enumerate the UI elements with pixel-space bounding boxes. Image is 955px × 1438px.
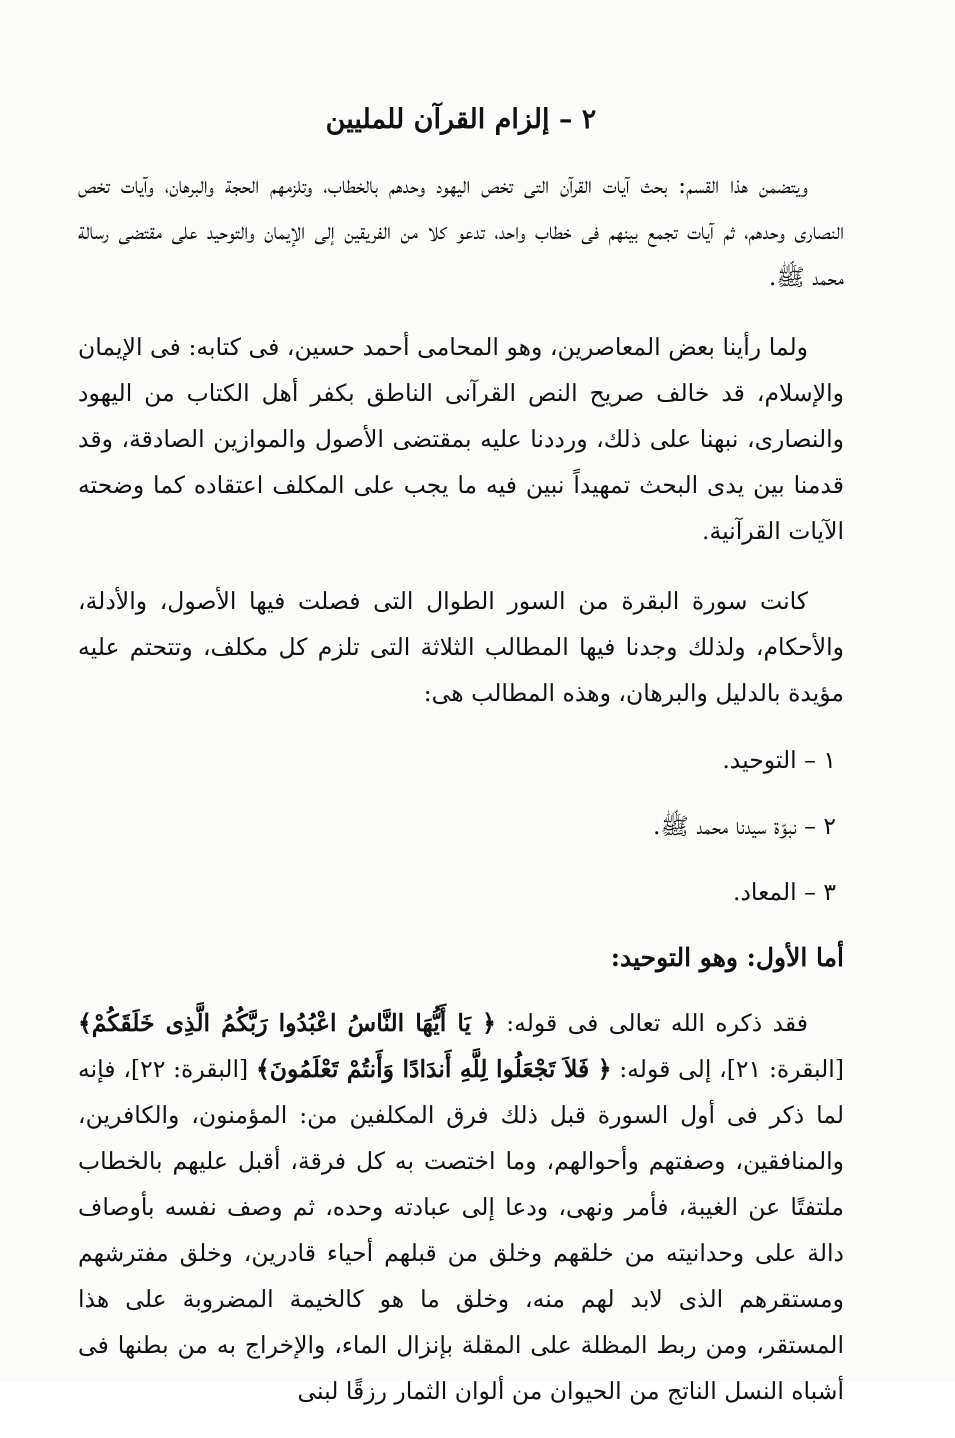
- paragraph-intro: ويتضمن هذا القسم: بحث آيات القرآن التى تخص اليهود وحدهم بالخطاب، وتلزمهم الحجة والبرهان، وآيات تخص النصارى وحدهم، ثم آيات تجمع بينهم فى خطاب واحد، تدعو كلا من الفريقين إلى الإيمان والتوحيد على مقتضى رسالة محمد ﷺ.: [78, 171, 845, 291]
- list-item-1: ١ – التوحيد.: [722, 746, 836, 774]
- list-item-2: ٢ – نبوّة سيدنا محمد ﷺ.: [653, 812, 836, 840]
- section-heading: ٢ – إلزام القرآن للمليين: [325, 104, 597, 135]
- paragraph-2: ولما رأينا بعض المعاصرين، وهو المحامى أحمد حسين، فى كتابه: فى الإيمان والإسلام، قد خالف صريح النص القرآنى الناطق بكفر أهل الكتاب من اليهود والنصارى، نبهنا على ذلك، ورددنا عليه بمقتضى الأصول والموازين الصادقة، وقد قدمنا بين يدى البحث تمهيداً نبين فيه ما يجب على المكلف اعتقاده كما وضحته الآيات القرآنية.: [78, 333, 844, 545]
- paragraph-4: [78, 1000, 844, 1414]
- quran-verse-2: ﴿ فَلاَ تَجْعَلُوا لِلَّهِ أَندَادًا وَأَنتُمْ تَعْلَمُونَ﴾: [255, 1055, 612, 1083]
- paragraph-3: كانت سورة البقرة من السور الطوال التى فصلت فيها الأصول، والأدلة، والأحكام، ولذلك وجدنا فيها المطالب الثلاثة التى تلزم كل مكلف، وتتحتم عليه مؤيدة بالدليل والبرهان، وهذه المطالب هى:: [78, 587, 844, 707]
- list-item-3: ٣ – المعاد.: [732, 878, 836, 906]
- page-content: [78, 100, 844, 1438]
- paragraph-4-rest: [البقرة: ٢٢]، فإنه لما ذكر فى أول السورة قبل ذلك فرق المكلفين من: المؤمنون، والكافرين، والمنافقين، وصفتهم وأحوالهم، وما اختصت به كل فرقة، أقبل عليهم بالخطاب ملتفتًا عن الغيبة، فأمر ونهى، ودعا إلى عبادته وحده، ثم وصف نفسه بأوصاف دالة على وحدانيته من خلقهم وخلق من قبلهم أحياء قادرين، وخلق مفترشهم ومستقرهم الذى لابد لهم منه، وخلق ما هو كالخيمة المضروبة على هذا المستقر، ومن ربط المظلة على المقلة بإنزال الماء، والإخراج به من بطنها فى أشباه النسل الناتج من الحيوان من ألوان الثمار رزقًا لبنى: [78, 1055, 844, 1405]
- verse-reference-1: [البقرة: ٢١]، إلى قوله:: [619, 1055, 844, 1083]
- subheading-tawhid: أما الأول: وهو التوحيد:: [610, 943, 844, 972]
- paragraph-4-lead: فقد ذكره الله تعالى فى قوله:: [506, 1009, 808, 1037]
- quran-verse-1: ﴿ يَا أَيُّهَا النَّاسُ اعْبُدُوا رَبَّكُمُ الَّذِى خَلَقَكُمْ﴾: [78, 1009, 496, 1037]
